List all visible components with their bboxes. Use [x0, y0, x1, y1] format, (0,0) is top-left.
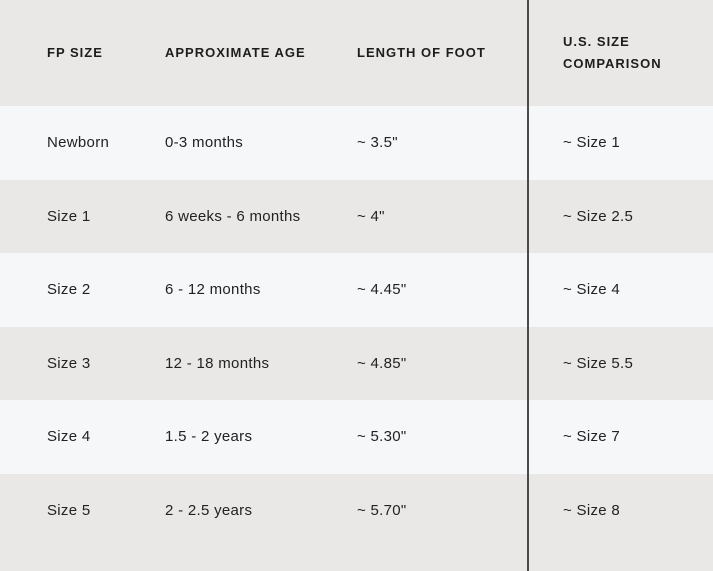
foot-length-cell: ~ 4.85" [357, 354, 407, 372]
col-header-us-size-comparison: U.S. SIZE COMPARISON [563, 34, 662, 71]
col-header-length-of-foot: LENGTH OF FOOT [357, 45, 486, 60]
fp-size-cell: Size 5 [47, 501, 91, 519]
column-divider-line [527, 0, 529, 571]
foot-length-cell: ~ 5.30" [357, 428, 407, 446]
us-size-cell: ~ Size 7 [563, 428, 621, 446]
col-header-fp-size: FP SIZE [47, 45, 103, 60]
us-size-cell: ~ Size 5.5 [563, 354, 634, 372]
table-row [0, 474, 713, 548]
us-size-cell: ~ Size 8 [563, 501, 621, 519]
foot-length-cell: ~ 5.70" [357, 501, 407, 519]
age-cell: 0-3 months [165, 134, 244, 152]
table-row [0, 253, 713, 327]
foot-length-cell: ~ 3.5" [357, 134, 398, 152]
foot-length-cell: ~ 4.45" [357, 281, 407, 299]
table-row [0, 327, 713, 401]
fp-size-cell: Size 1 [47, 207, 91, 225]
us-size-cell: ~ Size 4 [563, 281, 621, 299]
age-cell: 6 weeks - 6 months [165, 207, 301, 225]
age-cell: 2 - 2.5 years [165, 501, 253, 519]
fp-size-cell: Size 2 [47, 281, 91, 299]
col-header-approximate-age: APPROXIMATE AGE [165, 45, 306, 60]
table-header-row [0, 0, 713, 106]
fp-size-cell: Size 4 [47, 428, 91, 446]
fp-size-cell: Newborn [47, 134, 110, 152]
age-cell: 6 - 12 months [165, 281, 261, 299]
fp-size-cell: Size 3 [47, 354, 91, 372]
age-cell: 12 - 18 months [165, 354, 270, 372]
us-size-cell: ~ Size 1 [563, 134, 621, 152]
table-row [0, 106, 713, 180]
us-size-cell: ~ Size 2.5 [563, 207, 634, 225]
table-row [0, 400, 713, 474]
age-cell: 1.5 - 2 years [165, 428, 253, 446]
table-row [0, 180, 713, 254]
foot-length-cell: ~ 4" [357, 207, 385, 225]
